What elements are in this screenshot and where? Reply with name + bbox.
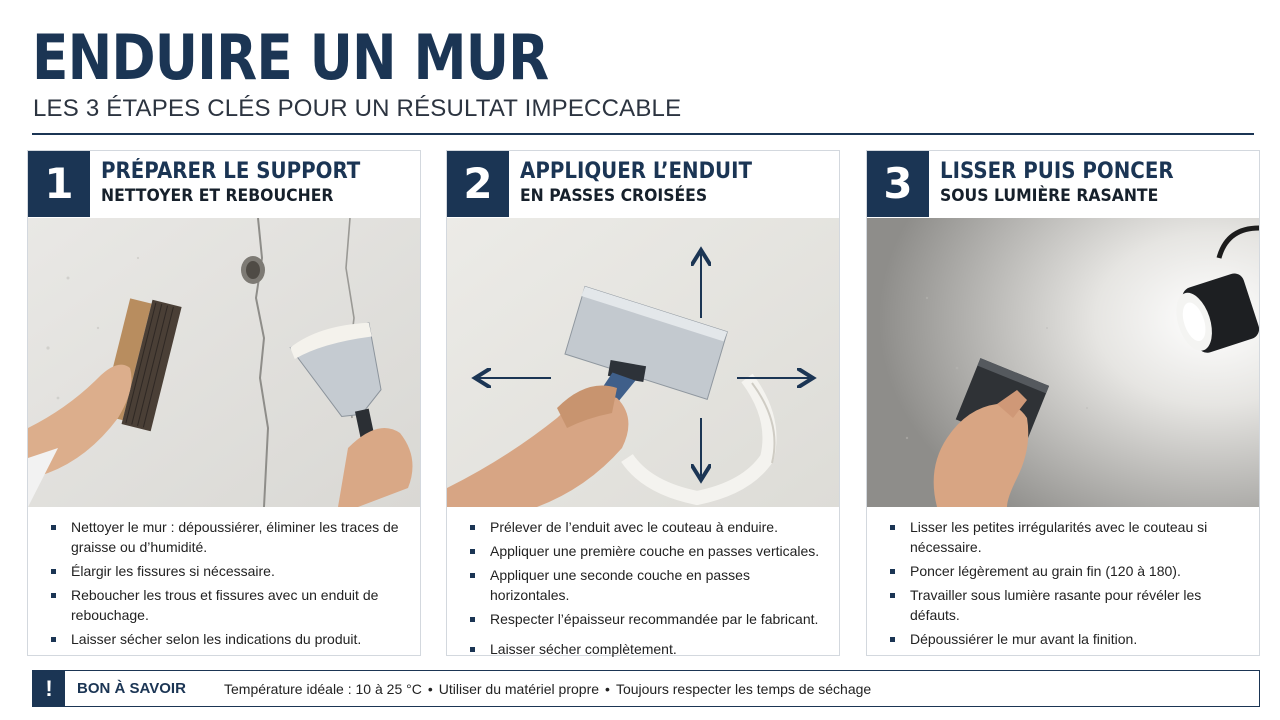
tip-label: BON À SAVOIR xyxy=(77,680,186,697)
step-subtitle: NETTOYER ET REBOUCHER xyxy=(101,186,334,206)
list-item: Appliquer une première couche en passes verticales. xyxy=(467,541,829,561)
list-item: Laisser sécher selon les indications du produit. xyxy=(48,629,410,649)
step-card-3 xyxy=(866,150,1260,656)
step-1-instructions xyxy=(48,517,410,653)
list-item: Poncer légèrement au grain fin (120 à 180). xyxy=(887,561,1249,581)
sanding-lamp-illustration xyxy=(867,218,1259,507)
warning-icon: ! xyxy=(33,671,65,706)
list-item: Lisser les petites irrégularités avec le couteau si nécessaire. xyxy=(887,517,1249,557)
step-title: LISSER PUIS PONCER xyxy=(940,159,1174,184)
brush-and-putty-knife-illustration xyxy=(28,218,420,507)
step-2-illustration xyxy=(447,218,839,507)
tip-separator: • xyxy=(427,681,433,697)
list-item: Appliquer une seconde couche en passes horizontales. xyxy=(467,565,829,605)
step-header xyxy=(28,151,420,217)
tip-item: Température idéale : 10 à 25 °C xyxy=(224,681,422,697)
step-title: APPLIQUER L’ENDUIT xyxy=(520,159,752,184)
tip-bar xyxy=(32,670,1260,707)
tip-item: Utiliser du matériel propre xyxy=(438,681,600,697)
tip-item: Toujours respecter les temps de séchage xyxy=(615,681,872,697)
list-item: Respecter l’épaisseur recommandée par le fabricant. xyxy=(467,609,829,629)
step-title: PRÉPARER LE SUPPORT xyxy=(101,159,361,184)
list-item: Travailler sous lumière rasante pour révéler les défauts. xyxy=(887,585,1249,625)
list-item: Laisser sécher complètement. xyxy=(467,639,829,659)
list-item: Nettoyer le mur : dépoussiérer, éliminer les traces de graisse ou d’humidité. xyxy=(48,517,410,557)
title-divider xyxy=(32,133,1254,135)
step-subtitle: EN PASSES CROISÉES xyxy=(520,186,708,206)
step-2-instructions xyxy=(467,517,829,663)
page-subtitle: LES 3 ÉTAPES CLÉS POUR UN RÉSULTAT IMPECCABLE xyxy=(33,95,682,122)
step-1-illustration xyxy=(28,218,420,507)
step-3-instructions xyxy=(887,517,1249,653)
step-card-1 xyxy=(27,150,421,656)
list-item: Dépoussiérer le mur avant la finition. xyxy=(887,629,1249,649)
step-number: 2 xyxy=(447,151,509,217)
step-subtitle: SOUS LUMIÈRE RASANTE xyxy=(940,186,1159,206)
step-3-illustration xyxy=(867,218,1259,507)
tip-separator: • xyxy=(605,681,610,697)
tip-text xyxy=(224,681,871,697)
page-title: ENDUIRE UN MUR xyxy=(32,21,549,94)
step-number: 1 xyxy=(28,151,90,217)
step-header xyxy=(867,151,1259,217)
step-header xyxy=(447,151,839,217)
step-card-2 xyxy=(446,150,840,656)
plastering-knife-illustration xyxy=(447,218,839,507)
step-number: 3 xyxy=(867,151,929,217)
list-item: Élargir les fissures si nécessaire. xyxy=(48,561,410,581)
list-item: Prélever de l’enduit avec le couteau à enduire. xyxy=(467,517,829,537)
list-item: Reboucher les trous et fissures avec un enduit de rebouchage. xyxy=(48,585,410,625)
